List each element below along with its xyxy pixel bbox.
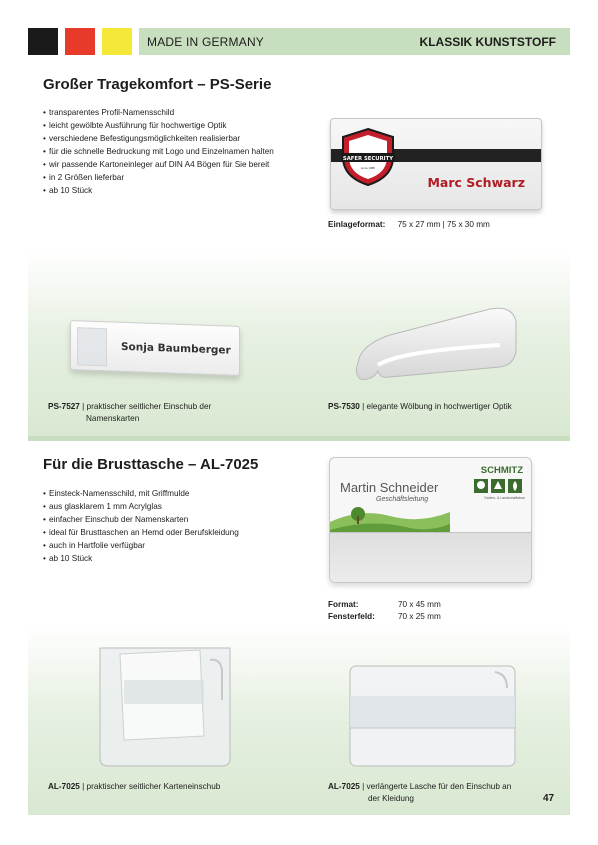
ps-7527-caption	[48, 401, 288, 425]
section-divider	[28, 436, 570, 441]
caption-text: der Kleidung	[368, 794, 414, 803]
spec-value: 70 x 45 mm	[398, 600, 441, 609]
product-code: AL-7025	[48, 782, 80, 791]
al-7025-badge-image	[329, 457, 532, 583]
header-made-in-germany: MADE IN GERMANY	[147, 35, 265, 49]
caption-text: | praktischer seitlicher Einschub der	[82, 402, 212, 411]
spec-label: Einlageformat:	[328, 220, 386, 229]
brand-logo-text: SCHMITZ	[480, 465, 523, 476]
list-item: • Einsteck-Namensschild, mit Griffmulde	[43, 487, 323, 500]
list-item: • transparentes Profil-Namensschild	[43, 106, 323, 119]
caption-text: | verlängerte Lasche für den Einschub an	[362, 782, 512, 791]
section2-feature-list	[43, 487, 323, 565]
list-item: • für die schnelle Bedruckung mit Logo und Einzelnamen halten	[43, 145, 323, 158]
badge-name-text: Martin Schneider	[340, 480, 439, 495]
flag-stripe-black	[28, 28, 58, 55]
al-7025-side-insert-image	[90, 640, 240, 770]
spec-label: Fensterfeld:	[328, 612, 375, 621]
al-7025-extended-flap-image	[345, 662, 520, 772]
flag-stripe-red	[65, 28, 95, 55]
al-7025-flap-caption	[328, 781, 548, 805]
shield-logo-icon	[339, 127, 397, 187]
badge-role-text: Geschäftsleitung	[376, 496, 429, 503]
spec-label: Format:	[328, 600, 359, 609]
logo-subtext: since 1988	[361, 167, 375, 170]
insert-format-spec	[328, 220, 490, 229]
product-code: PS-7530	[328, 402, 360, 411]
spec-value: 70 x 25 mm	[398, 612, 441, 621]
tree-icons	[473, 478, 523, 494]
list-item-continuation: • wir passende Kartoneinleger auf DIN A4 Bögen für Sie bereit	[43, 158, 323, 171]
header-category: KLASSIK KUNSTSTOFF	[419, 35, 556, 49]
ps-7530-badge-image	[350, 305, 520, 385]
ps-series-badge-image	[330, 118, 542, 210]
al-7025-specs	[328, 599, 441, 623]
caption-text: | elegante Wölbung in hochwertiger Optik	[362, 402, 512, 411]
list-item: • verschiedene Befestigungsmöglichkeiten realisierbar	[43, 132, 323, 145]
header-bar	[139, 28, 570, 55]
list-item: • aus glasklarem 1 mm Acrylglas	[43, 500, 323, 513]
badge-window-field	[330, 532, 531, 582]
flag-stripe-gold	[102, 28, 132, 55]
section1-title: Großer Tragekomfort – PS-Serie	[43, 76, 272, 93]
list-item: • ideal für Brusttaschen an Hemd oder Berufskleidung	[43, 526, 323, 539]
list-item: • ab 10 Stück	[43, 184, 323, 197]
caption-text: Namenskarten	[86, 414, 140, 423]
list-item: • ab 10 Stück	[43, 552, 323, 565]
section1-feature-list	[43, 106, 323, 197]
page-number: 47	[543, 793, 555, 804]
product-code: AL-7025	[328, 782, 360, 791]
caption-text: | praktischer seitlicher Karteneinschub	[82, 782, 221, 791]
brand-subtext: Garten- & Landschaftsbau	[484, 496, 525, 500]
list-item: • auch in Hartfolie verfügbar	[43, 539, 323, 552]
ps-7527-badge-image	[70, 320, 240, 376]
badge-name-text: Marc Schwarz	[427, 175, 525, 190]
al-7025-insert-caption	[48, 781, 308, 793]
list-item: • einfacher Einschub der Namenskarten	[43, 513, 323, 526]
section2-title: Für die Brusttasche – AL-7025	[43, 456, 259, 473]
badge-name-text: Sonja Baumberger	[121, 340, 231, 357]
card-slot	[77, 327, 107, 366]
ps-7530-caption	[328, 401, 568, 413]
logo-text: SAFER SECURITY	[342, 156, 394, 162]
spec-value: 75 x 27 mm | 75 x 30 mm	[397, 220, 490, 229]
product-code: PS-7527	[48, 402, 80, 411]
list-item: • leicht gewölbte Ausführung für hochwertige Optik	[43, 119, 323, 132]
list-item: • in 2 Größen lieferbar	[43, 171, 323, 184]
